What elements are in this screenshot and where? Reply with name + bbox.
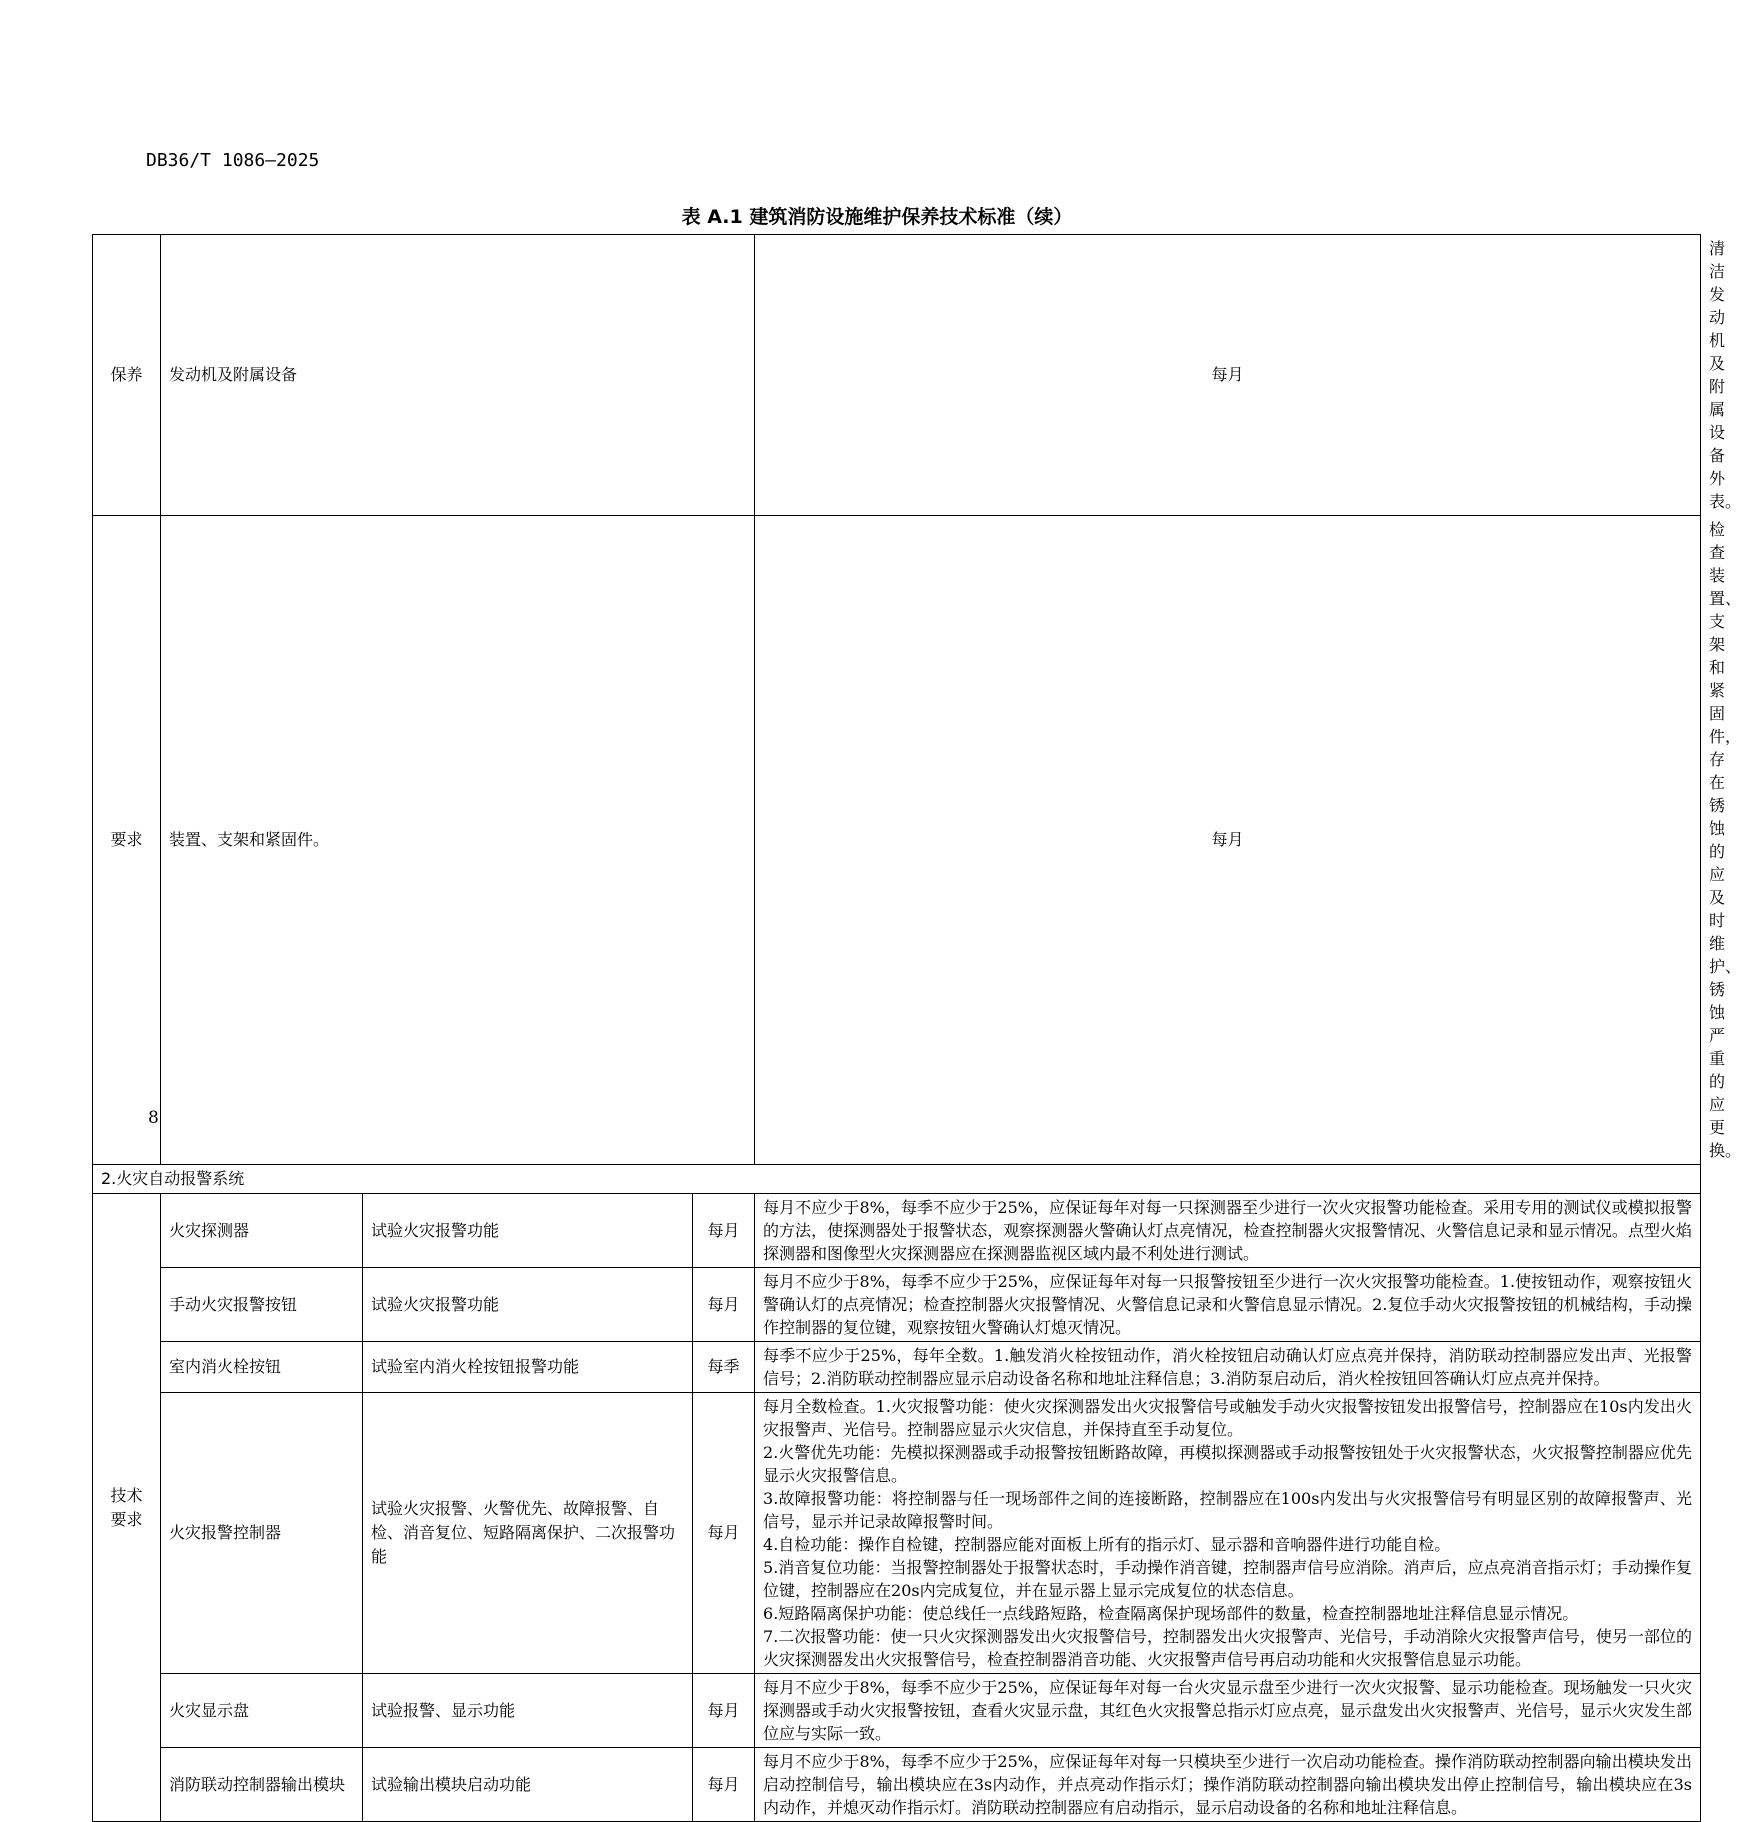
table-row xyxy=(93,1674,1701,1748)
device-cell: 室内消火栓按钮 xyxy=(161,1342,363,1393)
description-paragraph: 3.故障报警功能：将控制器与任一现场部件之间的连接断路，控制器应在100s内发出与火灾报警信号有明显区别的故障报警声、光信号，显示并记录故障报警时间。 xyxy=(763,1489,1693,1531)
test-cell: 试验火灾报警、火警优先、故障报警、自检、消音复位、短路隔离保护、二次报警功能 xyxy=(363,1393,693,1674)
frequency-cell: 每月 xyxy=(755,516,1701,1165)
frequency-cell: 每月 xyxy=(693,1674,755,1748)
document-code: DB36/T 1086—2025 xyxy=(146,150,320,171)
frequency-cell: 每月 xyxy=(693,1393,755,1674)
category-cell: 保养 xyxy=(93,235,161,516)
device-cell: 消防联动控制器输出模块 xyxy=(161,1748,363,1822)
description-paragraph: 7.二次报警功能：使一只火灾探测器发出火灾报警信号，控制器发出火灾报警声、光信号，手动消除火灾报警声信号，使另一部位的火灾探测器发出火灾报警信号，检查控制器消音功能、火灾报警声信号再启动功能和火灾报警信息显示功能。 xyxy=(763,1627,1693,1669)
table-title: 表 A.1 建筑消防设施维护保养技术标准（续） xyxy=(681,206,1073,228)
description-cell xyxy=(755,1393,1701,1674)
test-cell: 试验报警、显示功能 xyxy=(363,1674,693,1748)
description-cell: 每季不应少于25%，每年全数。1.触发消火栓按钮动作，消火栓按钮启动确认灯应点亮并保持，消防联动控制器应发出声、光报警信号；2.消防联动控制器应显示启动设备名称和地址注释信息；3.消防泵启动后，消火栓按钮回答确认灯应点亮并保持。 xyxy=(755,1342,1701,1393)
description-paragraph: 5.消音复位功能：当报警控制器处于报警状态时，手动操作消音键，控制器声信号应消除。消声后，应点亮消音指示灯；手动操作复位键，控制器应在20s内完成复位，并在显示器上显示完成复位的状态信息。 xyxy=(763,1558,1693,1600)
table-row xyxy=(93,1268,1701,1342)
description-cell: 每月不应少于8%，每季不应少于25%，应保证每年对每一只模块至少进行一次启动功能检查。操作消防联动控制器向输出模块发出启动控制信号，输出模块应在3s内动作，并点亮动作指示灯；操作消防联动控制器向输出模块发出停止控制信号，输出模块应在3s内动作，并熄灭动作指示灯。消防联动控制器应有启动指示，显示启动设备的名称和地址注释信息。 xyxy=(755,1748,1701,1822)
frequency-cell: 每月 xyxy=(693,1748,755,1822)
test-cell: 试验室内消火栓按钮报警功能 xyxy=(363,1342,693,1393)
device-cell: 火灾报警控制器 xyxy=(161,1393,363,1674)
description-cell: 每月不应少于8%，每季不应少于25%，应保证每年对每一只探测器至少进行一次火灾报警功能检查。采用专用的测试仪或模拟报警的方法，使探测器处于报警状态，观察探测器火警确认灯点亮情况，检查控制器火灾报警情况、火警信息记录和显示情况。点型火焰探测器和图像型火灾探测器应在探测器监视区域内最不利处进行测试。 xyxy=(755,1194,1701,1268)
page-number: 8 xyxy=(148,1108,159,1128)
device-cell: 手动火灾报警按钮 xyxy=(161,1268,363,1342)
description-cell: 每月不应少于8%，每季不应少于25%，应保证每年对每一台火灾显示盘至少进行一次火灾报警、显示功能检查。现场触发一只火灾探测器或手动火灾报警按钮，查看火灾显示盘，其红色火灾报警总指示灯应点亮，显示盘发出火灾报警声、光信号，显示火灾发生部位应与实际一致。 xyxy=(755,1674,1701,1748)
frequency-cell: 每月 xyxy=(693,1194,755,1268)
device-cell: 火灾探测器 xyxy=(161,1194,363,1268)
section-title: 2.火灾自动报警系统 xyxy=(93,1165,1701,1194)
section-row xyxy=(93,1165,1701,1194)
tech-category-cell: 技术 要求 xyxy=(93,1194,161,1822)
frequency-cell: 每月 xyxy=(755,235,1701,516)
description-paragraph: 2.火警优先功能：先模拟探测器或手动报警按钮断路故障，再模拟探测器或手动报警按钮处于火灾报警状态，火灾报警控制器应优先显示火灾报警信息。 xyxy=(763,1443,1693,1485)
category-cell: 要求 xyxy=(93,516,161,1165)
maintenance-standard-table xyxy=(92,234,1742,1822)
test-cell: 试验火灾报警功能 xyxy=(363,1268,693,1342)
test-cell: 试验输出模块启动功能 xyxy=(363,1748,693,1822)
test-cell: 试验火灾报警功能 xyxy=(363,1194,693,1268)
table-row: 保养 发动机及附属设备 每月 清洁发动机及附属设备外表。 xyxy=(93,235,1701,516)
device-cell: 火灾显示盘 xyxy=(161,1674,363,1748)
description-paragraph: 每月全数检查。1.火灾报警功能：使火灾探测器发出火灾报警信号或触发手动火灾报警按钮发出报警信号，控制器应在10s内发出火灾报警声、光信号。控制器应显示火灾信息，并保持直至手动复位。 xyxy=(763,1397,1693,1439)
description-paragraph: 6.短路隔离保护功能：使总线任一点线路短路，检查隔离保护现场部件的数量，检查控制器地址注释信息显示情况。 xyxy=(763,1604,1579,1623)
table-row xyxy=(93,1393,1701,1674)
table-row: 要求 装置、支架和紧固件。 每月 检查装置、支架和紧固件，存在锈蚀的应及时维护、锈蚀严重的应更换。 xyxy=(93,516,1701,1165)
item-cell: 装置、支架和紧固件。 xyxy=(161,516,755,1165)
description-cell: 每月不应少于8%，每季不应少于25%，应保证每年对每一只报警按钮至少进行一次火灾报警功能检查。1.使按钮动作，观察按钮火警确认灯的点亮情况；检查控制器火灾报警情况、火警信息记录和火警信息显示情况。2.复位手动火灾报警按钮的机械结构，手动操作控制器的复位键，观察按钮火警确认灯熄灭情况。 xyxy=(755,1268,1701,1342)
table-row xyxy=(93,1194,1701,1268)
table-row xyxy=(93,1342,1701,1393)
frequency-cell: 每季 xyxy=(693,1342,755,1393)
description-paragraph: 4.自检功能：操作自检键，控制器应能对面板上所有的指示灯、显示器和音响器件进行功能自检。 xyxy=(763,1535,1451,1554)
item-cell: 发动机及附属设备 xyxy=(161,235,755,516)
frequency-cell: 每月 xyxy=(693,1268,755,1342)
table-row xyxy=(93,1748,1701,1822)
